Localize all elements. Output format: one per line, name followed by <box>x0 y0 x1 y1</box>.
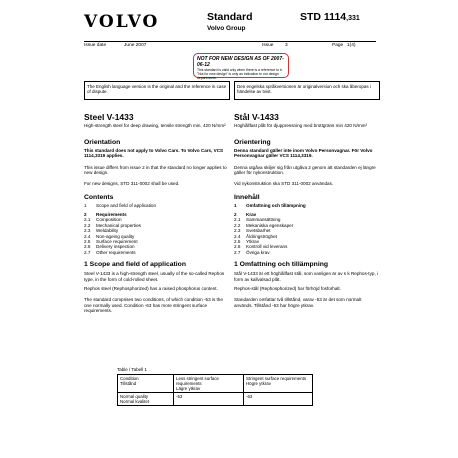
toc-number: 2.2 <box>234 222 241 228</box>
toc-text: Krav <box>246 211 257 217</box>
toc-item <box>84 250 230 255</box>
document-owner: Volvo Group <box>207 25 246 32</box>
issue-label: Issue <box>262 43 274 48</box>
scope-text: The standard comprises two conditions, of which condition -53 is the one normally used. Condition -63 has more stringent surface requirements. <box>84 297 223 314</box>
table-header-row <box>118 375 313 393</box>
standard-number: STD 1114,331 <box>300 11 360 23</box>
language-note-en: The English language version is the original and the reference in case of dispute. <box>84 81 230 100</box>
toc-text: Sammansättning <box>246 217 281 223</box>
toc-item <box>84 203 230 208</box>
table-row <box>118 393 313 406</box>
orientation-text: Vid nykonstruktion ska STD 311-0002 användas. <box>234 180 334 186</box>
notice-line: This standard is valid only when there is a reference to it. <box>197 68 283 72</box>
toc-text: Åldringströghet <box>246 233 277 239</box>
toc-number: 2.7 <box>84 249 91 255</box>
table-cell: -63 <box>244 393 313 406</box>
toc-text: Omfattning och tillämpning <box>246 202 306 208</box>
toc-number: 2.2 <box>84 222 91 228</box>
document-type: Standard <box>207 11 253 23</box>
toc-number: 2.6 <box>84 244 91 250</box>
toc-number: 2.4 <box>234 233 241 239</box>
scope-text: Standarden omfattar två tillstånd, varav -53 är det som normalt används. Tillstånd -63 har högre ytkrav. <box>234 297 362 308</box>
notice-title: NOT FOR NEW DESIGN AS OF 2007-06-12 <box>197 56 284 68</box>
table-caption: Table / Tabell 1 <box>117 367 147 372</box>
issue-date-label: Issue date <box>84 43 107 48</box>
toc-number: 1 <box>234 202 237 208</box>
orientation-text: This issue differs from issue 2 in that the standard no longer applies to new design. <box>84 164 227 176</box>
toc-number: 2.3 <box>234 228 241 234</box>
toc-number: 2.7 <box>234 249 241 255</box>
conditions-table <box>117 374 313 406</box>
table-of-contents <box>84 203 230 256</box>
material-subtitle: High-strength steel for deep drawing, tensile strength min. 420 N/mm² <box>84 123 226 128</box>
toc-text: Non-ageing quality <box>96 233 135 239</box>
swedish-column <box>234 112 380 308</box>
orientation-note: Denna standard gäller inte inom Volvo Personvagnar. För Volvo Personvagnar gäller VCS 1114,3319. <box>234 147 373 159</box>
toc-number: 2 <box>84 211 87 217</box>
toc-number: 2.1 <box>84 217 91 223</box>
language-note-sv: Den engelska språkversionen är originalversion och ska åberopas i händelse av tvist. <box>234 81 380 100</box>
volvo-logo: VOLVO <box>84 12 160 32</box>
toc-text: Kontroll vid leverans <box>246 244 288 250</box>
toc-number: 1 <box>84 202 87 208</box>
scope-text: Rephos steel (Rephosphorized) has a raised phosphorus content. <box>84 286 218 292</box>
toc-text: Svetsbarhet <box>246 228 271 234</box>
orientation-note: This standard does not apply to Volvo Cars. To Volvo Cars, VCS 1114,3319 applies. <box>84 147 224 159</box>
table-of-contents <box>234 203 380 256</box>
toc-item <box>234 250 380 255</box>
toc-text: Composition <box>96 217 122 223</box>
page-label: Page <box>332 43 344 48</box>
orientation-heading: Orientation <box>84 138 121 146</box>
toc-text: Requirements <box>96 211 127 217</box>
material-title: Stål V-1433 <box>234 112 279 122</box>
table-header-cell: Stringent surface requirements Högre ytkrav <box>244 375 313 393</box>
toc-number: 2.4 <box>84 233 91 239</box>
material-title: Steel V-1433 <box>84 112 134 122</box>
toc-text: Other requirements <box>96 249 136 255</box>
toc-text: Delivery inspection <box>96 244 135 250</box>
toc-text: Övriga krav <box>246 249 270 255</box>
toc-text: Mekaniska egenskaper <box>246 222 294 228</box>
toc-number: 2.5 <box>84 239 91 244</box>
toc-text: Ytkrav <box>246 239 260 244</box>
toc-number: 2.1 <box>234 217 241 223</box>
toc-item <box>234 203 380 208</box>
orientation-heading: Orientering <box>234 138 271 146</box>
toc-text: Weldability <box>96 228 119 234</box>
toc-number: 2 <box>234 211 237 217</box>
toc-number: 2.3 <box>84 228 91 234</box>
toc-number: 2.6 <box>234 244 241 250</box>
notice-line: "Not for new design" is only an indication to our design departments. <box>197 72 279 81</box>
scope-heading: 1 Omfattning och tillämpning <box>234 261 329 269</box>
not-for-new-design-notice <box>193 53 289 81</box>
table-header-cell: Less stringent surface requirements Lägre ytkrav <box>174 375 244 393</box>
orientation-text: For new designs, STD 311-0002 shall be used. <box>84 180 180 186</box>
toc-text: Mechanical properties <box>96 222 141 228</box>
scope-text: Stål V-1433 är ett höghållfast stål, som vanligen är av s k Rephos-typ, i form av kallvalsad plåt. <box>234 271 379 282</box>
scope-text: Rephos-stål (Rephosphorized) har förhöjd fosforhalt. <box>234 286 341 292</box>
scope-heading: 1 Scope and field of application <box>84 261 186 269</box>
contents-heading: Innehåll <box>234 193 260 201</box>
table-cell: Normal quality Normal kvalitet <box>118 393 174 406</box>
toc-number: 2.5 <box>234 239 241 244</box>
english-column <box>84 112 230 314</box>
orientation-text: Denna utgåva skiljer sig från utgåva 2 genom att standarden ej längre gäller för nykonstruktion. <box>234 164 376 176</box>
table-header-cell: Condition Tillstånd <box>118 375 174 393</box>
toc-text: Scope and field of application <box>96 202 157 208</box>
issue-number: 3 <box>285 43 288 48</box>
scope-text: Steel V-1433 is a high-strength steel, usually of the so-called Rephos type, in the form of cold-rolled sheet. <box>84 271 225 282</box>
table-cell: -53 <box>174 393 244 406</box>
page-number: 1(4) <box>347 43 356 48</box>
issue-date: June 2007 <box>124 43 147 48</box>
toc-text: Surface requirement <box>96 239 138 244</box>
contents-heading: Contents <box>84 193 114 201</box>
material-subtitle: Höghållfast plåt för djuppressning med brottgräns min 420 N/mm² <box>234 123 368 128</box>
header-divider <box>84 41 376 42</box>
